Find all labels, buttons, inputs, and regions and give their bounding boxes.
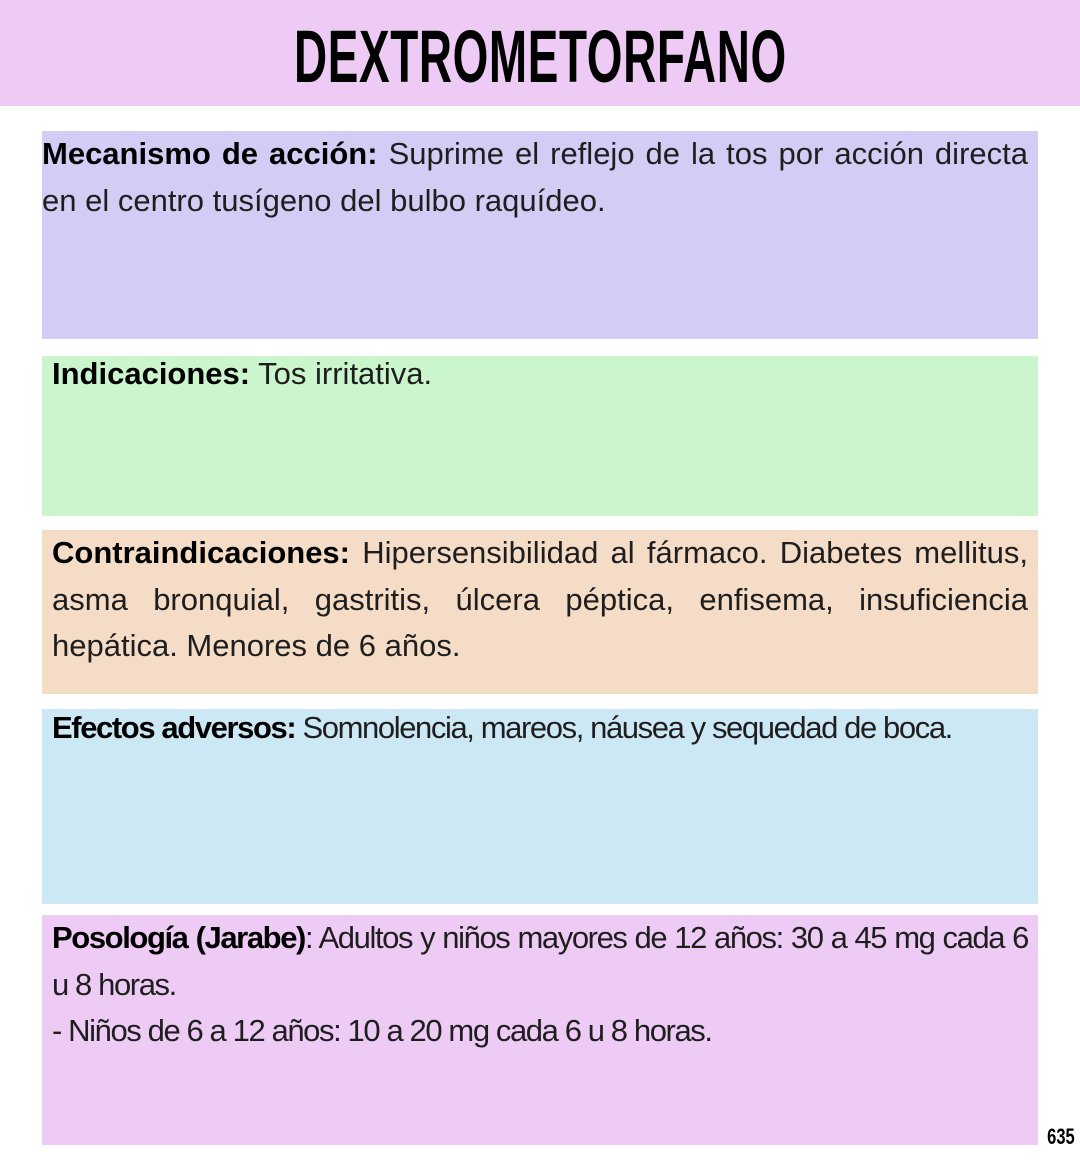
- mecanismo-label: Mecanismo de acción:: [42, 136, 378, 171]
- page-title: DEXTROMETORFANO: [293, 14, 787, 98]
- mecanismo-paragraph: [42, 131, 1028, 224]
- indicaciones-text: Tos irritativa.: [258, 356, 433, 391]
- posologia-line-ninos: - Niños de 6 a 12 años: 10 a 20 mg cada 6 u 8 horas.: [52, 1013, 712, 1048]
- efectos-text: Somnolencia, mareos, náusea y sequedad de boca.: [302, 710, 952, 745]
- section-mecanismo: [42, 131, 1038, 339]
- section-contraindicaciones: [42, 530, 1038, 694]
- indicaciones-paragraph: [52, 356, 1028, 392]
- section-indicaciones: [42, 356, 1038, 516]
- efectos-paragraph: [52, 705, 1028, 752]
- efectos-label: Efectos adversos:: [52, 710, 296, 745]
- section-posologia: [42, 915, 1038, 1145]
- contraindicaciones-paragraph: [52, 530, 1028, 670]
- posologia-label: Posología (Jarabe): [52, 920, 305, 955]
- posologia-text: : Adultos y niños mayores de 12 años: 30 a 45 mg cada 6 u 8 horas.: [52, 920, 1028, 1002]
- section-efectos-adversos: [42, 709, 1038, 904]
- contraindicaciones-text: Hipersensibilidad al fármaco. Diabetes mellitus, asma bronquial, gastritis, úlcera péptica, enfisema, insuficiencia hepática. Menores de 6 años.: [52, 535, 1028, 663]
- mecanismo-text: Suprime el reflejo de la tos por acción directa en el centro tusígeno del bulbo raquídeo.: [42, 136, 1028, 218]
- contraindicaciones-label: Contraindicaciones:: [52, 535, 350, 570]
- title-banner: [0, 0, 1080, 106]
- posologia-paragraph: [52, 915, 1028, 1008]
- page-number: 635: [1047, 1124, 1075, 1149]
- indicaciones-label: Indicaciones:: [52, 356, 251, 391]
